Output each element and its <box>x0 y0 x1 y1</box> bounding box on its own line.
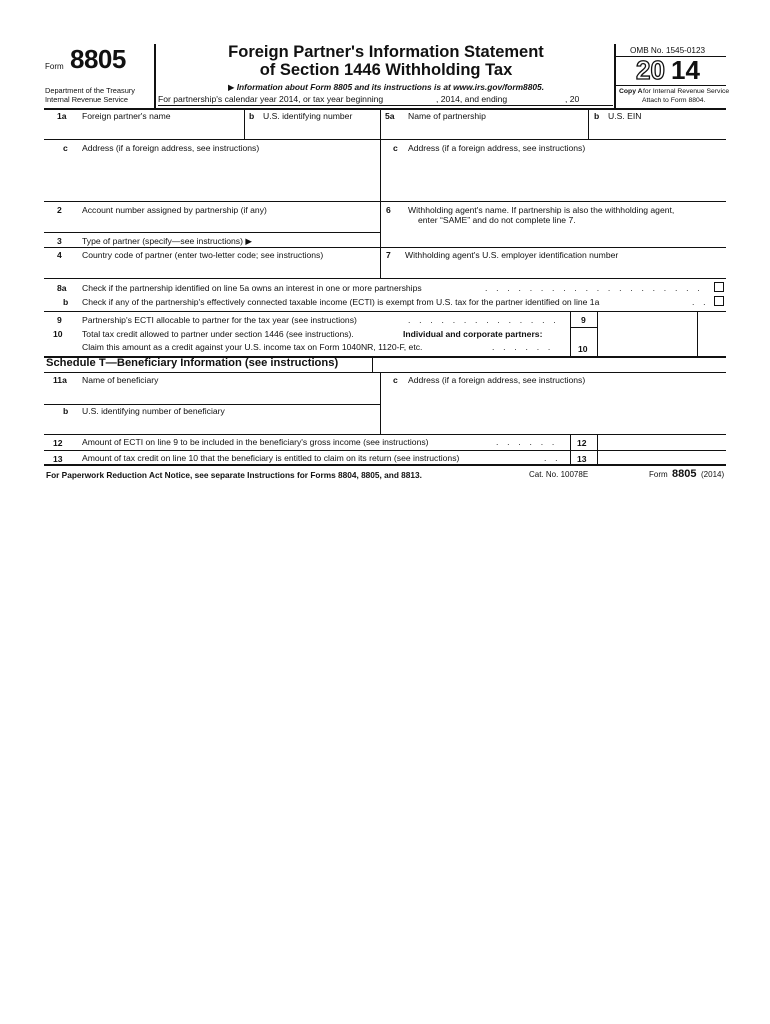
line-9-amount-field[interactable] <box>599 312 695 326</box>
line-4-label: Country code of partner (enter two-letter code; see instructions) <box>82 250 324 260</box>
foreign-partner-name-field[interactable] <box>80 121 243 138</box>
line-8b-leader: . . <box>692 297 709 307</box>
line-5b-number: b <box>594 111 600 121</box>
partnership-ein-field[interactable] <box>592 121 725 138</box>
partner-us-id-field[interactable] <box>247 121 379 138</box>
line-9-box-number: 9 <box>581 315 586 325</box>
line-9-cents-field[interactable] <box>699 312 725 326</box>
line-13-number: 13 <box>53 454 63 464</box>
year-outline: 20 <box>636 55 665 85</box>
footer-form-word: Form <box>649 470 668 479</box>
line-11c-label: Address (if a foreign address, see instructions) <box>408 375 586 385</box>
partner-address-field[interactable] <box>80 154 378 200</box>
line-13-box-number: 13 <box>577 454 587 464</box>
line-1c-number: c <box>63 143 68 153</box>
line-3-label: Type of partner (specify—see instructions) ▶ <box>82 236 252 246</box>
account-number-field[interactable] <box>80 216 378 230</box>
line-1a-label: Foreign partner's name <box>82 111 171 121</box>
tax-year-mid: , 2014, and ending <box>436 94 508 104</box>
line-8b-checkbox[interactable] <box>714 296 724 306</box>
line-10-label-2: Claim this amount as a credit against your U.S. income tax on Form 1040NR, 1120-F, etc. <box>82 342 423 352</box>
tax-year-line: For partnership's calendar year 2014, or tax year beginning <box>158 94 384 104</box>
line-3-number: 3 <box>57 236 62 246</box>
line-8a-label: Check if the partnership identified on line 5a owns an interest in one or more partnerships <box>82 283 422 293</box>
line-6-label-2: enter “SAME” and do not complete line 7. <box>418 215 576 225</box>
paperwork-notice: For Paperwork Reduction Act Notice, see separate Instructions for Forms 8804, 8805, and 8813. <box>46 470 422 480</box>
line-10-label-bold: Individual and corporate partners: <box>403 329 543 339</box>
line-5c-label: Address (if a foreign address, see instructions) <box>408 143 586 153</box>
line-8a-leader: . . . . . . . . . . . . . . . . . . . . <box>485 283 703 293</box>
line-12-amount-field[interactable] <box>599 435 725 449</box>
catalog-number: Cat. No. 10078E <box>529 470 589 479</box>
form-word: Form <box>45 62 64 71</box>
line-1a-number: 1a <box>57 111 67 121</box>
copy-line2: Attach to Form 8804. <box>642 97 706 104</box>
line-6-label-1: Withholding agent's name. If partnership is also the withholding agent, <box>408 205 675 215</box>
line-7-number: 7 <box>386 250 391 260</box>
line-12-leader: . . . . . . <box>496 437 558 447</box>
year-bold: 14 <box>671 55 700 85</box>
dept-line2: Internal Revenue Service <box>45 95 128 104</box>
line-11b-number: b <box>63 406 69 416</box>
form-title-line1: Foreign Partner's Information Statement <box>228 43 544 61</box>
line-12-box-number: 12 <box>577 438 587 448</box>
line-5b-label: U.S. EIN <box>608 111 642 121</box>
line-8a-number: 8a <box>57 283 67 293</box>
partner-type-field[interactable] <box>290 234 378 246</box>
line-10-box-number: 10 <box>578 344 588 354</box>
copy-line1: for Internal Revenue Service <box>643 88 730 95</box>
line-11a-number: 11a <box>53 375 67 385</box>
info-line: ▶ Information about Form 8805 and its instructions is at www.irs.gov/form8805. <box>227 82 545 92</box>
line-4-number: 4 <box>57 250 62 260</box>
line-13-label: Amount of tax credit on line 10 that the beneficiary is entitled to claim on its return (see instructions) <box>82 453 460 463</box>
line-8b-number: b <box>63 297 69 307</box>
footer-form-number: 8805 <box>672 468 697 480</box>
line-13-amount-field[interactable] <box>599 451 725 464</box>
line-5a-label: Name of partnership <box>408 111 486 121</box>
beneficiary-address-field[interactable] <box>406 386 724 432</box>
withholding-agent-name-field[interactable] <box>406 227 724 245</box>
line-11a-label: Name of beneficiary <box>82 375 159 385</box>
beneficiary-us-id-field[interactable] <box>80 417 378 432</box>
line-1c-label: Address (if a foreign address, see instructions) <box>82 143 260 153</box>
line-6-number: 6 <box>386 205 391 215</box>
line-13-leader: . . <box>544 453 561 463</box>
line-10-number: 10 <box>53 329 63 339</box>
form-title-line2: of Section 1446 Withholding Tax <box>259 61 513 79</box>
dept-line1: Department of the Treasury <box>45 86 135 95</box>
line-11c-number: c <box>393 375 398 385</box>
partnership-address-field[interactable] <box>406 154 724 200</box>
line-9-leader: . . . . . . . . . . . . . . <box>408 315 559 325</box>
copy-label: Copy A <box>619 88 643 95</box>
line-12-label: Amount of ECTI on line 9 to be included in the beneficiary's gross income (see instructions) <box>82 437 429 447</box>
footer-year: (2014) <box>701 470 725 479</box>
line-1b-number: b <box>249 111 255 121</box>
partnership-name-field[interactable] <box>406 121 586 138</box>
line-2-number: 2 <box>57 205 62 215</box>
omb-number: OMB No. 1545-0123 <box>630 46 706 55</box>
line-11b-label: U.S. identifying number of beneficiary <box>82 406 225 416</box>
line-8a-checkbox[interactable] <box>714 282 724 292</box>
line-10-label-1: Total tax credit allowed to partner under section 1446 (see instructions). <box>82 329 354 339</box>
line-9-label: Partnership's ECTI allocable to partner for the tax year (see instructions) <box>82 315 357 325</box>
country-code-field[interactable] <box>80 261 378 276</box>
tax-year-end: , 20 <box>565 94 580 104</box>
form-number: 8805 <box>70 44 126 74</box>
line-2-label: Account number assigned by partnership (if any) <box>82 205 267 215</box>
line-10-amount-field[interactable] <box>599 329 695 355</box>
line-10-leader: . . . . . . <box>492 342 554 352</box>
line-5c-number: c <box>393 143 398 153</box>
schedule-t-heading: Schedule T—Beneficiary Information (see instructions) <box>46 357 339 369</box>
line-5a-number: 5a <box>385 111 395 121</box>
line-10-cents-field[interactable] <box>699 329 725 355</box>
line-12-number: 12 <box>53 438 63 448</box>
line-7-label: Withholding agent's U.S. employer identification number <box>405 250 619 260</box>
line-9-number: 9 <box>57 315 62 325</box>
line-8b-label: Check if any of the partnership's effectively connected taxable income (ECTI) is exempt from U.S. tax for the partner identified on line 1a <box>82 297 600 307</box>
beneficiary-name-field[interactable] <box>80 386 378 402</box>
withholding-agent-ein-field[interactable] <box>404 261 724 276</box>
line-1b-label: U.S. identifying number <box>263 111 353 121</box>
